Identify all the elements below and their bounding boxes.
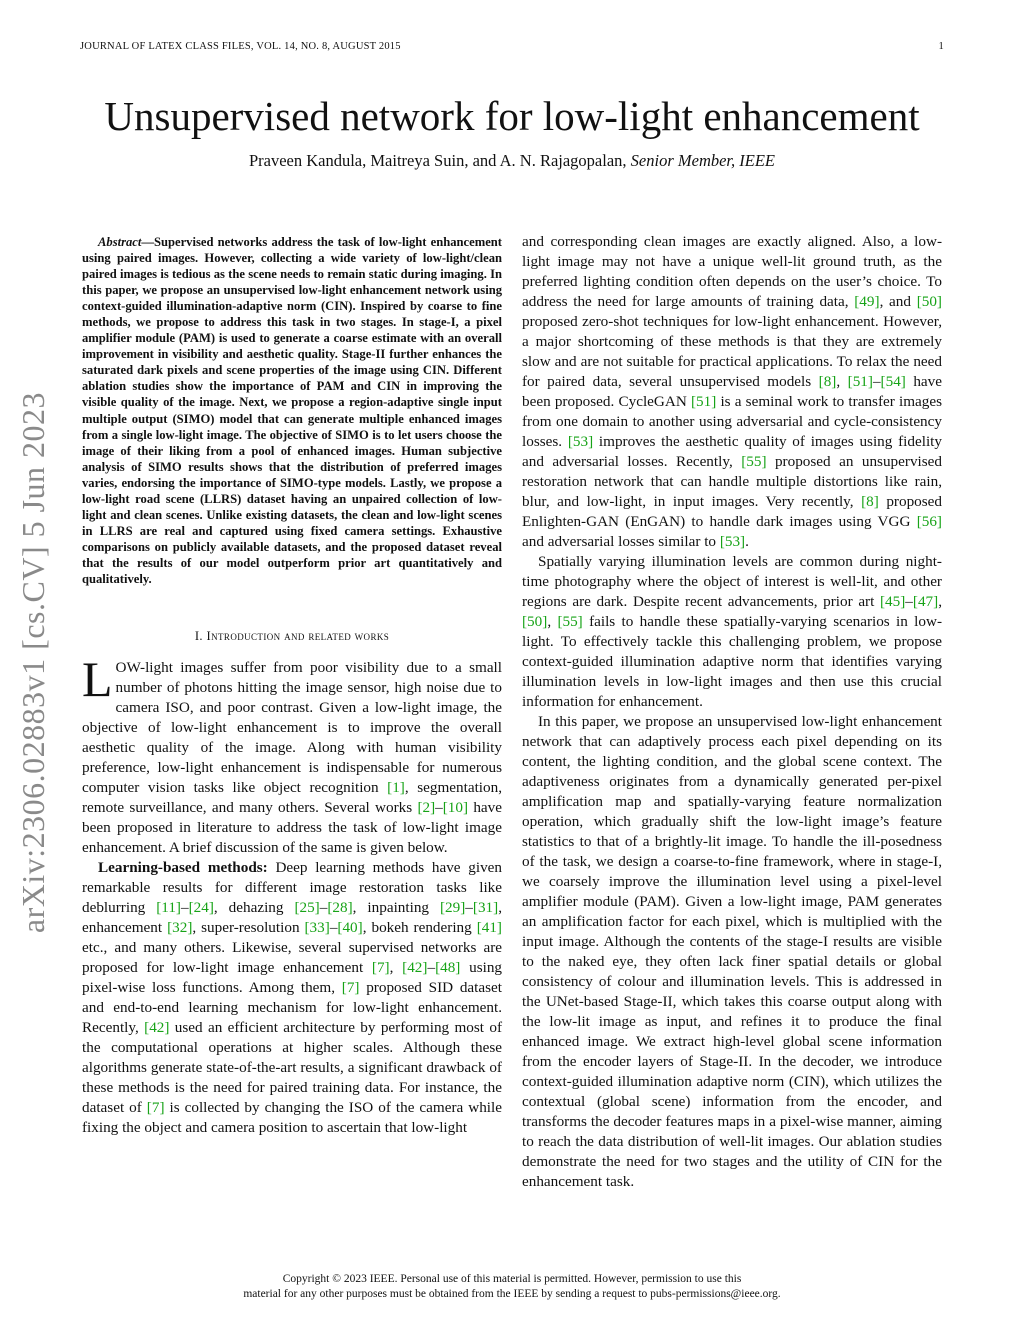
copyright-line-1: Copyright © 2023 IEEE. Personal use of this material is permitted. However, permission to use this (282, 1273, 742, 1285)
citation-link[interactable]: [33] (304, 919, 330, 937)
paper-title: Unsupervised network for low-light enhancement (104, 93, 920, 139)
paragraph-text: . (745, 533, 749, 550)
citation-link[interactable]: [1] (387, 779, 405, 797)
paragraph-text: have been proposed in literature to address the task of low-light image enhancement. A brief discussion of the same is given below. (82, 799, 502, 857)
citation-link[interactable]: [56] (916, 513, 942, 530)
paragraph-text: and adversarial losses similar to (522, 533, 720, 550)
author-membership: Senior Member, IEEE (630, 151, 776, 170)
paragraph-text: – (329, 919, 338, 937)
citation-link[interactable]: [55] (557, 613, 583, 630)
citation-link[interactable]: [48] (435, 959, 461, 977)
intro-paragraph-3 (522, 232, 942, 552)
paragraph-text: proposed zero-shot techniques for low-light enhancement. However, a major shortcoming of these methods is that they are extremely slow and are not suitable for practical applications. To relax the need for paired data, several unsupervised models (522, 313, 942, 390)
citation-link[interactable]: [7] (341, 979, 360, 997)
paragraph-text: -light images suffer from poor visibility due to a small number of photons hitting the image sensor, high noise due to camera ISO, and poor contrast. Given a low-light image, the objective of low-light enhancement is to improve the overall aesthetic quality of the image. Along with human visibility preference, low-light enhancement is indispensable for numerous computer vision tasks like object recognition (82, 659, 502, 797)
paragraph-text: improves the aesthetic quality of images using fidelity and adversarial losses. Recently, (522, 433, 942, 470)
paragraph-text: , enhancement (82, 899, 502, 937)
citation-link[interactable]: [2] (417, 799, 436, 817)
citation-link[interactable]: [50] (916, 293, 942, 310)
author-line (0, 150, 1024, 172)
citation-link[interactable]: [31] (472, 899, 499, 917)
paragraph-text: Spatially varying illumination levels are common during night-time photography where the object of interest is well-lit, and other regions are dark. Despite recent advancements, prior art (522, 553, 942, 610)
citation-link[interactable]: [7] (371, 959, 390, 977)
intro-paragraph-2 (82, 858, 502, 1138)
citation-link[interactable]: [51] (690, 393, 717, 410)
arxiv-identifier[interactable]: arXiv:2306.02883v1 [cs.CV] 5 Jun 2023 (15, 391, 52, 934)
paragraph-text: – (905, 593, 913, 610)
running-head (80, 41, 944, 57)
intro-paragraph-1 (82, 651, 502, 858)
section-heading (82, 629, 502, 644)
section-number: I. (194, 629, 203, 644)
copyright-footer (0, 1272, 1024, 1302)
paragraph-text: – (427, 959, 436, 977)
author-names: Praveen Kandula, Maitreya Suin, and A. N. Rajagopalan, (248, 151, 627, 170)
right-column (522, 232, 942, 1192)
paragraph-text: – (465, 899, 473, 917)
citation-link[interactable]: [54] (880, 373, 906, 390)
citation-link[interactable]: [45] (879, 593, 906, 610)
citation-link[interactable]: [49] (854, 293, 880, 310)
intro-paragraph-5: In this paper, we propose an unsupervised low-light enhancement network that can adaptively process each pixel depending on its content, the lighting condition, and the global scene context. The adaptiveness originates from a dynamically generated per-pixel amplification map and spatially-varying feature normalization operation, which gradually shift the low-light image’s feature statistics to that of a brightly-lit image. To handle the ill-posedness of the task, we design a coarse-to-fine framework, where in stage-I, we coarsely improve the illumination level using a pixel-level amplifier module (PAM). Given a low-light image, PAM generates an amplification factor for each pixel, which is multiplied with the input image. Although the contents of the stage-I results are visible to the naked eye, they often lack finer spatial details or global consistency of colour and illumination levels. This is addressed in the UNet-based Stage-II, which takes this coarse output along with the low-lit image as input, and refines it to produce the final enhanced image. We extract high-level global scene information from the encoder layers of Stage-II. In the decoder, we introduce context-guided illumination adaptive norm (CIN), which utilizes the contextual (global scene) information from the encoder, and transforms the decoder features maps in a pixel-wise manner, aiming to reach the data distribution of well-lit images. Our ablation studies demonstrate the need for two stages and the utility of CIN for the enhancement task. (522, 713, 942, 1190)
citation-link[interactable]: [42] (402, 959, 428, 977)
citation-link[interactable]: [29] (439, 899, 466, 917)
citation-link[interactable]: [41] (476, 919, 502, 937)
paragraph-text: fails to handle these spatially-varying scenarios in low-light. To effectively tackle this challenging problem, we propose context-guided illumination adaptive norm that identifies varying illumination levels in low-light images and then use this crucial information for enhancement. (522, 613, 943, 710)
paragraph-text: , (547, 613, 558, 630)
intro-paragraph-4 (522, 552, 942, 712)
citation-link[interactable]: [53] (719, 533, 746, 550)
arxiv-stamp (4, 365, 64, 960)
paragraph-text: and corresponding clean images are exactly aligned. Also, a low-light image may not have a unique well-lit ground truth, as the preferred lighting condition often depends on the user’s choice. To address the need for large amounts of training data, (522, 233, 942, 310)
citation-link[interactable]: [7] (146, 1099, 165, 1117)
paragraph-text: proposed Enlighten-GAN (EnGAN) to handle dark images using VGG (522, 493, 942, 530)
paragraph-text: , segmentation, remote surveillance, and many others. Several works (82, 779, 502, 817)
journal-running-head: JOURNAL OF LATEX CLASS FILES, VOL. 14, NO. 8, AUGUST 2015 (80, 41, 401, 52)
abstract-text: —Supervised networks address the task of low-light enhancement using paired images. However, collecting a wide variety of low-light/clean paired images is tedious as the scene needs to remain static during imaging. In this paper, we propose an unsupervised low-light enhancement network using context-guided illumination-adaptive norm (CIN). Inspired by coarse to fine methods, we propose to address this task in two stages. In stage-I, a pixel amplifier module (PAM) is used to generate a coarse estimate with an overall improvement in visibility and aesthetic quality. Stage-II further enhances the saturated dark pixels and scene properties of the image using CIN. Different ablation studies show the importance of PAM and CIN in improving the visible quality of the image. Next, we propose a region-adaptive single input multiple output (SIMO) model that can generate multiple enhanced images from a single low-light image. The objective of SIMO is to let users choose the image of their liking from a pool of enhanced images. Human subjective analysis of SIMO results shows that the distribution of preferred images varies, endorsing the importance of SIMO-type models. Lastly, we propose a low-light road scene (LLRS) dataset having an unpaired collection of low-light and clean scenes. Unlike existing datasets, the clean and low-light scenes in LLRS are real and captured using fixed camera settings. Exhaustive comparisons on publicly available datasets, and the proposed dataset reveal that the results of our model outperform prior art quantitatively and qualitatively. (82, 235, 502, 586)
paragraph-text: – (180, 899, 189, 917)
paragraph-text: , bokeh rendering (362, 919, 477, 937)
citation-link[interactable]: [25] (294, 899, 320, 917)
paragraph-text: , super-resolution (192, 919, 305, 937)
paragraph-text: etc., and many others. Likewise, several supervised networks are proposed for low-light image enhancement (82, 939, 502, 977)
intro-lead-caps: OW (115, 659, 141, 677)
paragraph-subheading: Learning-based methods: (98, 859, 268, 877)
abstract (82, 234, 502, 587)
paragraph-text: , dehazing (213, 899, 295, 917)
citation-link[interactable]: [8] (861, 493, 879, 510)
left-column (82, 234, 502, 1138)
paragraph-text: Deep learning methods have given remarkable results for different image restoration tasks like deblurring (82, 859, 502, 917)
citation-link[interactable]: [32] (167, 919, 193, 937)
copyright-line-2: material for any other purposes must be obtained from the IEEE by sending a request to pubs-permissions@ieee.org. (243, 1288, 781, 1300)
paragraph-text: used an efficient architecture by performing most of the computational operations at higher scales. Although these algorithms generate state-of-the-art results, a significant drawback of these methods is the need for paired training data. For instance, the dataset of (82, 1019, 503, 1117)
paragraph-text: – (319, 899, 328, 917)
paragraph-text: , inpainting (352, 899, 440, 917)
page-number: 1 (938, 41, 944, 52)
paragraph-text: , (938, 593, 942, 610)
paragraph-text: have been proposed. CycleGAN (522, 373, 943, 410)
paragraph-text: – (872, 373, 881, 390)
citation-link[interactable]: [50] (522, 613, 548, 630)
citation-link[interactable]: [55] (741, 453, 767, 470)
citation-link[interactable]: [8] (818, 373, 837, 390)
paragraph-text: proposed SID dataset and end-to-end learning mechanism for low-light enhancement. Recently, (82, 979, 502, 1037)
paragraph-text: proposed an unsupervised restoration network that can handle multiple distortions like rain, blur, and low-light, in input images. Very recently, (522, 453, 943, 510)
section-title: Introduction and related works (206, 629, 390, 644)
abstract-label: Abstract (98, 235, 142, 249)
citation-link[interactable]: [28] (327, 899, 353, 917)
paragraph-text: is collected by changing the ISO of the camera while fixing the object and camera position to ascertain that low-light (82, 1099, 502, 1137)
paragraph-text: is a seminal work to transfer images from one domain to another using adversarial and cycle-consistency losses. (522, 393, 942, 450)
citation-link[interactable]: [47] (912, 593, 939, 610)
drop-cap: L (82, 651, 113, 708)
paragraph-text: – (435, 799, 443, 817)
citation-link[interactable]: [40] (337, 919, 363, 937)
citation-link[interactable]: [10] (442, 799, 469, 817)
paragraph-text: using pixel-wise loss functions. Among them, (82, 959, 503, 997)
paragraph-text: , (389, 959, 403, 977)
citation-link[interactable]: [51] (847, 373, 873, 390)
citation-link[interactable]: [24] (188, 899, 214, 917)
citation-link[interactable]: [11] (156, 899, 181, 917)
paragraph-text: , (836, 373, 848, 390)
citation-link[interactable]: [42] (144, 1019, 170, 1037)
paragraph-text: , and (879, 293, 917, 310)
citation-link[interactable]: [53] (567, 433, 594, 450)
